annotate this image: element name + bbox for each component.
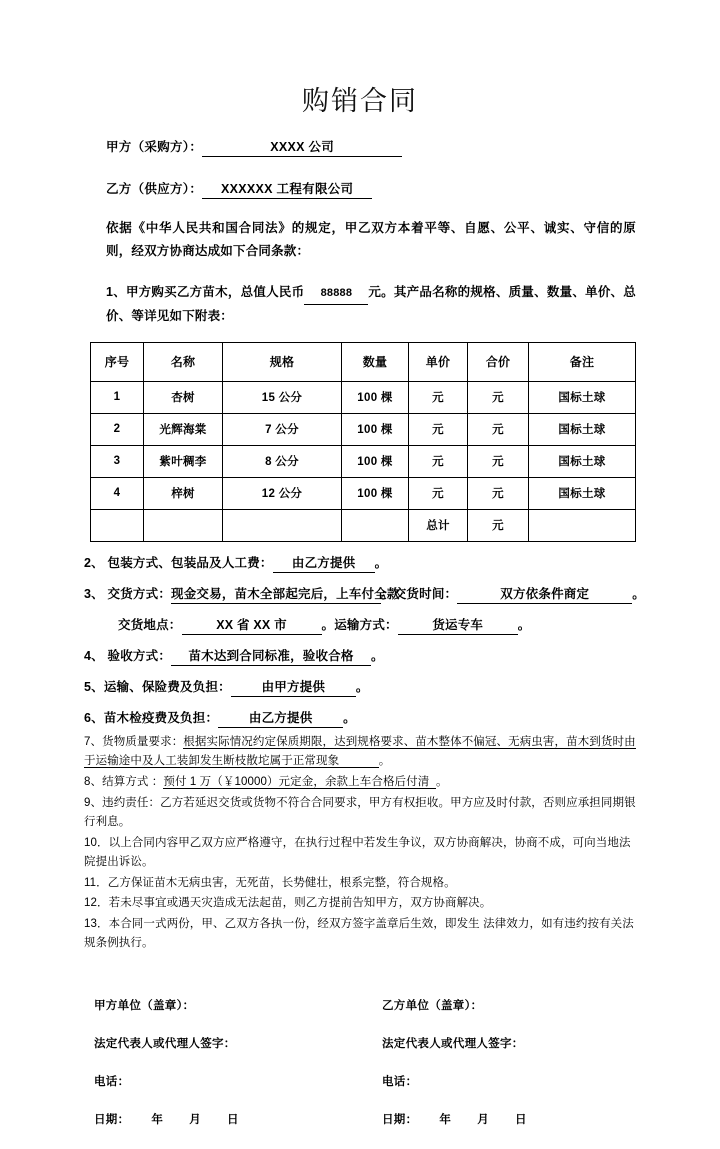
clause-6 bbox=[84, 708, 636, 728]
cell-price: 元 bbox=[409, 445, 468, 477]
col-header-note: 备注 bbox=[529, 342, 636, 381]
cell-spec: 12 公分 bbox=[223, 477, 342, 509]
cell-spec: 15 公分 bbox=[223, 381, 342, 413]
cell-name: 光辉海棠 bbox=[144, 413, 223, 445]
clause-2-end: 。 bbox=[374, 555, 388, 570]
cell-total: 元 bbox=[468, 445, 529, 477]
cell-total: 元 bbox=[468, 413, 529, 445]
clause-3b-mid: 。运输方式： bbox=[321, 617, 398, 632]
goods-table bbox=[90, 342, 636, 542]
cell-note: 国标土球 bbox=[529, 413, 636, 445]
clause-5 bbox=[84, 677, 636, 697]
table-row bbox=[91, 381, 636, 413]
cell-total: 元 bbox=[468, 381, 529, 413]
clause-3b-end: 。 bbox=[517, 617, 531, 632]
party-b-date-year: 年 bbox=[439, 1114, 452, 1127]
party-b-date-month: 月 bbox=[477, 1114, 490, 1127]
total-value: 元 bbox=[468, 509, 529, 541]
clause-4-value: 苗木达到合同标准，验收合格 bbox=[171, 646, 371, 666]
party-a-date-day: 日 bbox=[227, 1114, 239, 1127]
party-b-date-row bbox=[382, 1111, 632, 1127]
cell-qty: 100 棵 bbox=[342, 413, 409, 445]
table-header-row bbox=[91, 342, 636, 381]
party-b-value: XXXXXX 工程有限公司 bbox=[202, 179, 372, 199]
cell-price: 元 bbox=[409, 477, 468, 509]
clause-8-tail bbox=[429, 776, 436, 789]
party-a-line bbox=[84, 137, 636, 157]
cell-name: 梓树 bbox=[144, 477, 223, 509]
clause-8-end: 。 bbox=[435, 775, 448, 788]
party-b-line bbox=[84, 179, 636, 199]
clause-3b-value: XX 省 XX 市 bbox=[182, 615, 322, 635]
clause-3-location bbox=[84, 615, 636, 635]
clause-13: 13．本合同一式两份，甲、乙双方各执一份，经双方签字盖章后生效，即发生 法律效力，如有违约按有关法规条例执行。 bbox=[84, 918, 634, 950]
cell-note: 国标土球 bbox=[529, 445, 636, 477]
cell-qty: 100 棵 bbox=[342, 445, 409, 477]
table-row bbox=[91, 477, 636, 509]
goods-table-wrapper bbox=[84, 342, 636, 542]
signature-area bbox=[84, 997, 636, 1149]
clause-3-mid: 。交货时间： bbox=[381, 586, 458, 601]
clause-5-label: 5、运输、保险费及负担： bbox=[84, 679, 231, 694]
cell-empty-no bbox=[91, 509, 144, 541]
cell-name: 杏树 bbox=[144, 381, 223, 413]
party-b-label: 乙方（供应方）： bbox=[106, 182, 203, 196]
party-a-date-label: 日期： bbox=[94, 1114, 130, 1127]
cell-empty-name bbox=[144, 509, 223, 541]
clause-6-label: 6、苗木检疫费及负担： bbox=[84, 710, 219, 725]
table-total-row bbox=[91, 509, 636, 541]
clause-3b-transport: 货运专车 bbox=[398, 615, 518, 635]
party-a-label: 甲方（采购方）： bbox=[106, 140, 203, 154]
clause-3-label: 3、 交货方式： bbox=[84, 586, 172, 601]
clause-4 bbox=[84, 646, 636, 666]
signature-column-party-a bbox=[94, 997, 344, 1149]
cell-spec: 8 公分 bbox=[223, 445, 342, 477]
party-b-date-label: 日期： bbox=[382, 1114, 418, 1127]
clause-3 bbox=[84, 584, 645, 604]
party-b-unit-label: 乙方单位（盖章）： bbox=[382, 1000, 483, 1013]
col-header-price: 单价 bbox=[409, 342, 468, 381]
clause-1-after: 元。其产品名称的规格、质量、数量、单价、总价、等详见如下附表： bbox=[106, 285, 637, 323]
party-b-date-day: 日 bbox=[515, 1114, 527, 1127]
party-a-date-month: 月 bbox=[189, 1114, 202, 1127]
total-amount-value: 88888 bbox=[304, 283, 368, 304]
clause-7-value: 根据实际情况约定保质期限，达到规格要求、苗木整体不偏冠、无病虫害，苗木到货时由于运输途中及人工装卸发生断枝散坨属于正常现象 bbox=[84, 735, 636, 767]
col-header-sum: 合价 bbox=[468, 342, 529, 381]
table-row bbox=[91, 445, 636, 477]
col-header-no: 序号 bbox=[91, 342, 144, 381]
contract-sheet bbox=[84, 0, 645, 1149]
col-header-qty: 数量 bbox=[342, 342, 409, 381]
clause-3-end: 。 bbox=[632, 586, 645, 601]
clause-3b-label: 交货地点： bbox=[118, 617, 182, 632]
party-a-date-year: 年 bbox=[151, 1114, 164, 1127]
total-label: 总计 bbox=[409, 509, 468, 541]
clause-2 bbox=[84, 553, 636, 573]
col-header-name: 名称 bbox=[144, 342, 223, 381]
cell-note: 国标土球 bbox=[529, 477, 636, 509]
cell-no: 2 bbox=[91, 413, 144, 445]
clause-10: 10．以上合同内容甲乙双方应严格遵守，在执行过程中若发生争议，双方协商解决，协商不成，可向当地法院提出诉讼。 bbox=[84, 836, 631, 868]
clause-9: 9、违约责任：乙方若延迟交货或货物不符合合同要求，甲方有权拒收。甲方应及时付款，否则应承担同期银行利息。 bbox=[84, 796, 636, 828]
clause-12: 12．若未尽事宜或遇天灾造成无法起苗，则乙方提前告知甲方，双方协商解决。 bbox=[84, 897, 492, 910]
cell-empty-note bbox=[529, 509, 636, 541]
party-a-value: XXXX 公司 bbox=[202, 137, 402, 157]
cell-price: 元 bbox=[409, 413, 468, 445]
table-body bbox=[91, 381, 636, 541]
cell-no: 1 bbox=[91, 381, 144, 413]
col-header-spec: 规格 bbox=[223, 342, 342, 381]
clause-8-value: 预付 1 万（￥10000）元定金，余款上车合格后付清 bbox=[163, 775, 430, 788]
clause-3-time: 双方依条件商定 bbox=[457, 584, 632, 604]
table-row bbox=[91, 413, 636, 445]
clause-7-label: 7、货物质量要求： bbox=[84, 735, 184, 748]
cell-note: 国标土球 bbox=[529, 381, 636, 413]
clause-11: 11．乙方保证苗木无病虫害，无死苗，长势健壮，根系完整，符合规格。 bbox=[84, 876, 456, 889]
clause-1-before: 1、甲方购买乙方苗木，总值人民币 bbox=[106, 285, 305, 300]
party-a-date-row bbox=[94, 1111, 344, 1127]
cell-price: 元 bbox=[409, 381, 468, 413]
clause-8 bbox=[84, 773, 636, 792]
signature-column-party-b bbox=[376, 997, 632, 1149]
clause-6-value: 由乙方提供 bbox=[218, 708, 343, 728]
clause-4-end: 。 bbox=[371, 648, 384, 663]
clause-1-paragraph bbox=[84, 281, 636, 327]
clause-4-label: 4、 验收方式： bbox=[84, 648, 172, 663]
preamble-paragraph: 依据《中华人民共和国合同法》的规定，甲乙双方本着平等、自愿、公平、诚实、守信的原则，经双方协商达成如下合同条款： bbox=[106, 221, 636, 259]
clause-7-tail bbox=[339, 755, 379, 768]
party-a-rep-label: 法定代表人或代理人签字： bbox=[94, 1038, 236, 1051]
party-b-phone-label: 电话： bbox=[382, 1076, 418, 1089]
clause-3-value: 现金交易，苗木全部起完后，上车付全款 bbox=[171, 584, 381, 604]
clause-2-label: 2、 包装方式、包装品及人工费： bbox=[84, 555, 273, 570]
clause-7-end: 。 bbox=[378, 754, 391, 767]
party-a-unit-label: 甲方单位（盖章）： bbox=[94, 1000, 195, 1013]
cell-empty-qty bbox=[342, 509, 409, 541]
clause-5-value: 由甲方提供 bbox=[231, 677, 356, 697]
party-a-phone-label: 电话： bbox=[94, 1076, 130, 1089]
clause-2-value: 由乙方提供 bbox=[273, 553, 375, 573]
cell-qty: 100 棵 bbox=[342, 381, 409, 413]
cell-total: 元 bbox=[468, 477, 529, 509]
cell-empty-spec bbox=[223, 509, 342, 541]
party-b-rep-label: 法定代表人或代理人签字： bbox=[382, 1038, 524, 1051]
clause-5-end: 。 bbox=[355, 679, 369, 694]
table-header bbox=[91, 342, 636, 381]
page-title: 购销合同 bbox=[302, 86, 418, 116]
clause-6-end: 。 bbox=[343, 710, 356, 725]
clause-7 bbox=[84, 733, 636, 771]
cell-qty: 100 棵 bbox=[342, 477, 409, 509]
cell-name: 紫叶稠李 bbox=[144, 445, 223, 477]
clause-8-label: 8、结算方式 ： bbox=[84, 775, 164, 788]
cell-no: 4 bbox=[91, 477, 144, 509]
cell-spec: 7 公分 bbox=[223, 413, 342, 445]
cell-no: 3 bbox=[91, 445, 144, 477]
